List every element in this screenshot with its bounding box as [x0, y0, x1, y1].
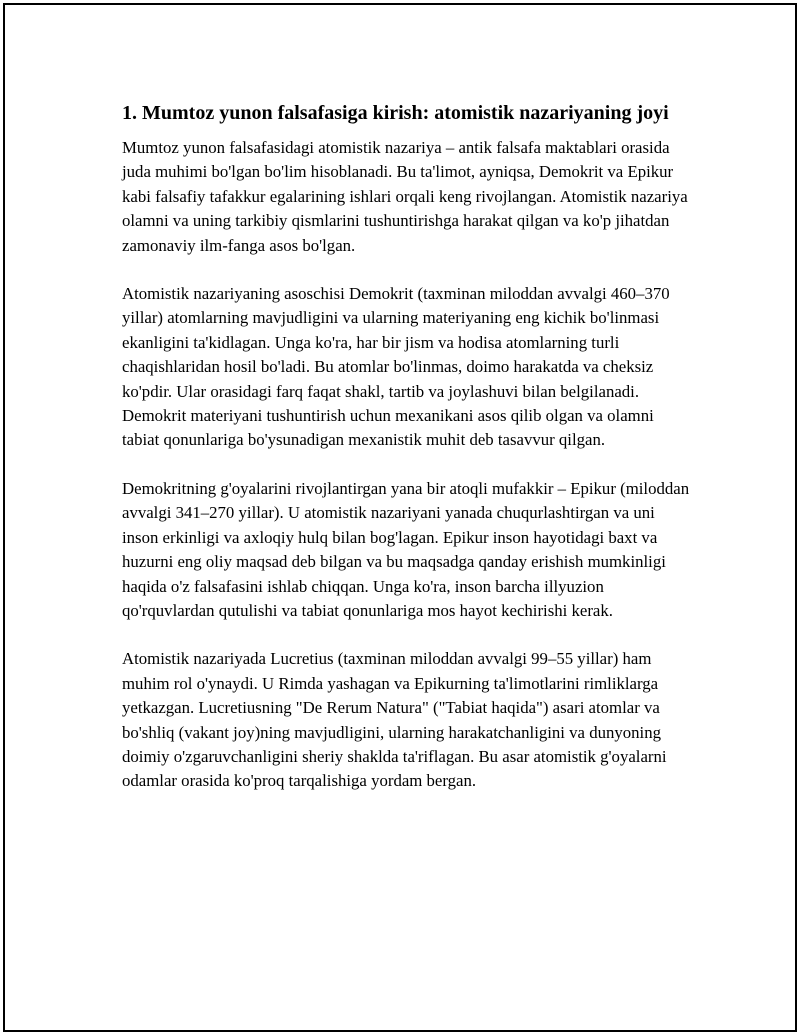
paragraph-demokrit: Atomistik nazariyaning asoschisi Demokrit (taxminan miloddan avvalgi 460–370 yillar) atomlarning mavjudligini va ularning materiyaning eng kichik bo'linmasi ekanligini ta'kidlagan. Unga ko'ra, har bir jism va hodisa atomlarning turli chaqishlaridan hosil bo'ladi. Bu atomlar bo'linmas, doimo harakatda va cheksiz ko'pdir. Ular orasidagi farq faqat shakl, tartib va joylashuvi bilan belgilanadi. Demokrit materiyani tushuntirish uchun mexanikani asos qilib olgan va olamni tabiat qonunlariga bo'ysunadigan mexanistik muhit deb tasavvur qilgan.: [122, 284, 670, 450]
paragraph-intro: Mumtoz yunon falsafasidagi atomistik nazariya – antik falsafa maktablari orasida juda muhimi bo'lgan bo'lim hisoblanadi. Bu ta'limot, ayniqsa, Demokrit va Epikur kabi falsafiy tafakkur egalarining ishlari orqali keng rivojlangan. Atomistik nazariya olamni va uning tarkibiy qismlarini tushuntirishga harakat qilgan va ko'p jihatdan zamonaviy ilm-fanga asos bo'lgan.: [122, 138, 688, 255]
paragraph-lucretius: Atomistik nazariyada Lucretius (taxminan miloddan avvalgi 99–55 yillar) ham muhim rol o'ynaydi. U Rimda yashagan va Epikurning ta'limotlarini rimliklarga yetkazgan. Lucretiusning "De Rerum Natura" ("Tabiat haqida") asari atomlar va bo'shliq (vakant joy)ning mavjudligini, ularning harakatchanligini va dunyoning doimiy o'zgaruvchanligini sheriy shaklda ta'riflagan. Bu asar atomistik g'oyalarni odamlar orasida ko'proq tarqalishiga yordam bergan.: [122, 649, 667, 791]
document-body: [122, 98, 692, 818]
section-heading: 1. Mumtoz yunon falsafasiga kirish: atomistik nazariyaning joyi: [122, 102, 669, 124]
page-frame: [3, 3, 797, 1032]
paragraph-epikur: Demokritning g'oyalarini rivojlantirgan yana bir atoqli mufakkir – Epikur (miloddan avvalgi 341–270 yillar). U atomistik nazariyani yanada chuqurlashtirgan va uni inson erkinligi va axloqiy hulq bilan bog'lagan. Epikur inson hayotidagi baxt va huzurni eng oliy maqsad deb bilgan va bu maqsadga qanday erishish mumkinligi haqida o'z falsafasini ishlab chiqqan. Unga ko'ra, inson barcha illyuzion qo'rquvlardan qutulishi va tabiat qonunlariga mos hayot kechirishi kerak.: [122, 478, 690, 620]
